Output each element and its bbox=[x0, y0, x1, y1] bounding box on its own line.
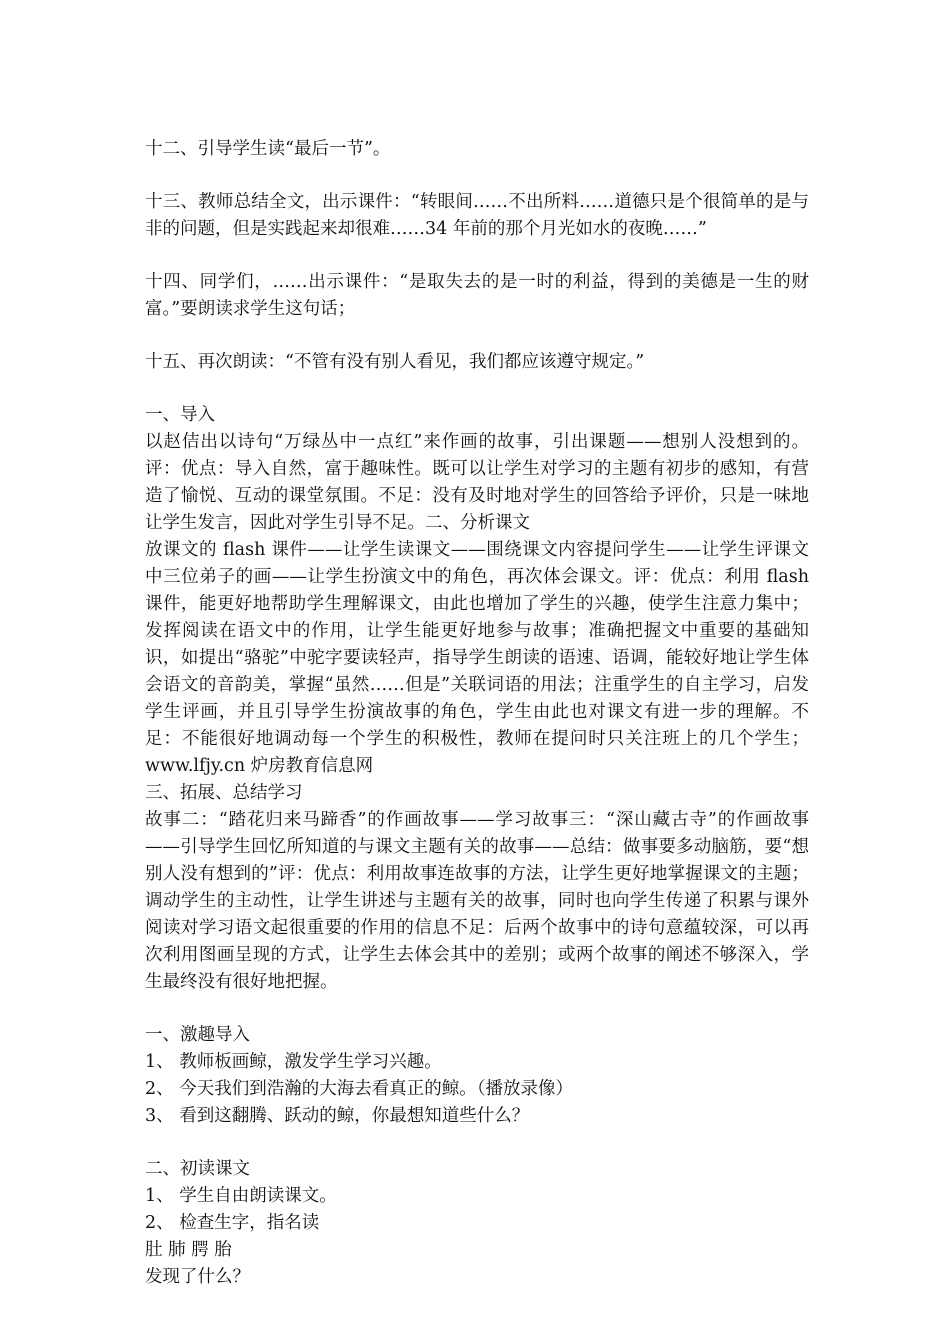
section-12-heading: 十二、引导学生读“最后一节”。 bbox=[145, 139, 391, 159]
blank-line bbox=[145, 996, 809, 1022]
blank-line bbox=[145, 163, 809, 189]
heading-first-reading: 二、初读课文 bbox=[145, 1159, 250, 1179]
list-item: 3、 看到这翻腾、跃动的鲸，你最想知道些什么？ bbox=[145, 1106, 530, 1126]
list-item: 1、 教师板画鲸，激发学生学习兴趣。 bbox=[145, 1052, 442, 1072]
list-item: 2、 今天我们到浩瀚的大海去看真正的鲸。（播放录像） bbox=[145, 1079, 573, 1099]
blank-line bbox=[145, 376, 809, 402]
section-13-paragraph: 十三、教师总结全文，出示课件：“转眼间……不出所料……道德只是个很简单的是与非的问题，但是实践起来却很难……34 年前的那个月光如水的夜晚……” bbox=[145, 192, 809, 239]
list-item: 2、 检查生字，指名读 bbox=[145, 1213, 320, 1233]
question-line: 发现了什么？ bbox=[145, 1267, 250, 1287]
blank-line bbox=[145, 243, 809, 269]
heading-introduction: 一、导入 bbox=[145, 405, 215, 425]
section-14-paragraph: 十四、同学们，……出示课件：“是取失去的是一时的利益，得到的美德是一生的财富。”要朗读求学生这句话； bbox=[145, 272, 809, 319]
introduction-paragraph: 以赵佶出以诗句“万绿丛中一点红”来作画的故事，引出课题——想别人没想到的。评：优点：导入自然，富于趣味性。既可以让学生对学习的主题有初步的感知，有营造了愉悦、互动的课堂氛围。不足：没有及时地对学生的回答给予评价，只是一味地让学生发言，因此对学生引导不足。二、分析课文 bbox=[145, 432, 809, 533]
extension-paragraph: 故事二：“踏花归来马蹄香”的作画故事——学习故事三：“深山藏古寺”的作画故事——引导学生回忆所知道的与课文主题有关的故事——总结：做事要多动脑筋，要“想别人没有想到的”评：优点：利用故事连故事的方法，让学生更好地掌握课文的主题；调动学生的主动性，让学生讲述与主题有关的故事，同时也向学生传递了积累与课外阅读对学习语文起很重要的作用的信息不足：后两个故事中的诗句意蕴较深，可以再次利用图画呈现的方式，让学生去体会其中的差别；或两个故事的阐述不够深入，学生最终没有很好地把握。 bbox=[145, 810, 809, 992]
heading-interest-intro: 一、激趣导入 bbox=[145, 1025, 250, 1045]
blank-line bbox=[145, 323, 809, 349]
list-item: 1、 学生自由朗读课文。 bbox=[145, 1186, 337, 1206]
vocabulary-characters: 肚 肺 腭 胎 bbox=[145, 1240, 232, 1260]
section-15-paragraph: 十五、再次朗读：“不管有没有别人看见，我们都应该遵守规定。” bbox=[145, 352, 645, 372]
heading-extension-summary: 三、拓展、总结学习 bbox=[145, 783, 303, 803]
blank-line bbox=[145, 1130, 809, 1156]
analysis-paragraph: 放课文的 flash 课件——让学生读课文——围绕课文内容提问学生——让学生评课文中三位弟子的画——让学生扮演文中的角色，再次体会课文。评：优点：利用 flash 课件，能更好地帮助学生理解课文，由此也增加了学生的兴趣，使学生注意力集中；发挥阅读在语文中的作用，让学生能更好地参与故事；准确把握文中重要的基础知识，如提出“骆驼”中驼字要读轻声，指导学生朗读的语速、语调，能较好地让学生体会语文的音韵美，掌握“虽然……但是”关联词语的用法；注重学生的自主学习，启发学生评画，并且引导学生扮演故事的角色，学生由此也对课文有进一步的理解。不足：不能很好地调动每一个学生的积极性，教师在提问时只关注班上的几个学生； www.lfjy.cn 炉房教育信息网 bbox=[145, 540, 809, 776]
document-body bbox=[145, 136, 809, 1291]
